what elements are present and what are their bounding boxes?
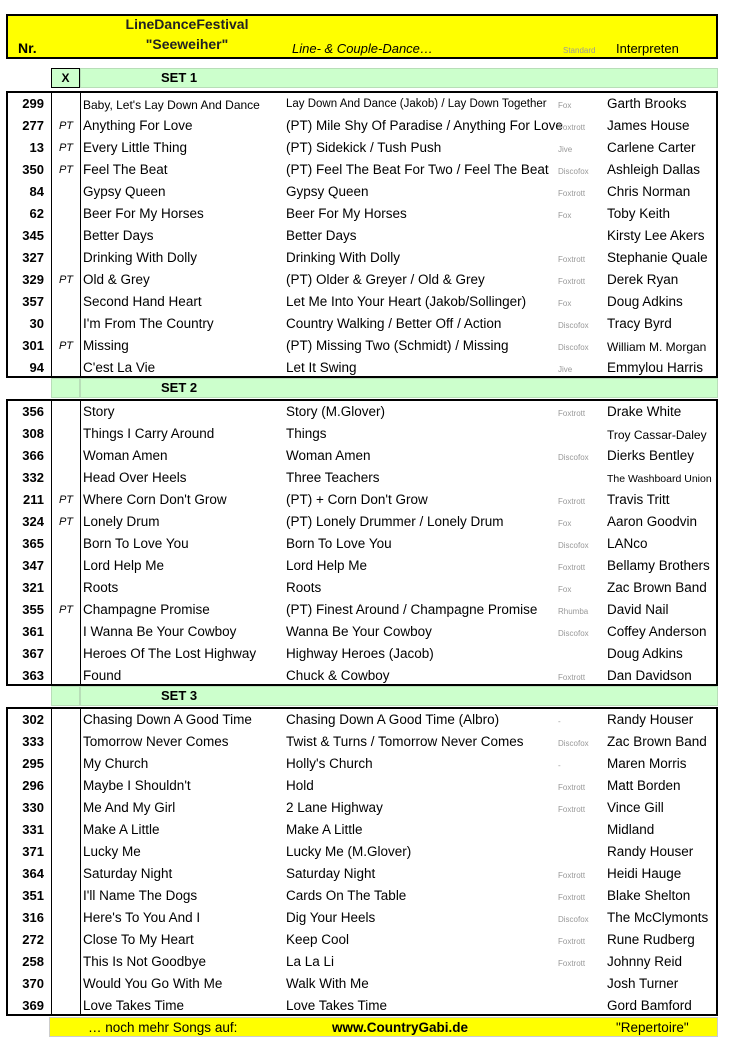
song-row: [8, 159, 716, 181]
dance-name: Keep Cool: [286, 932, 350, 947]
song-number: 316: [22, 910, 44, 925]
dance-name: Saturday Night: [286, 866, 376, 881]
song-title: Me And My Girl: [83, 800, 176, 815]
artist-name: Randy Houser: [607, 844, 694, 859]
dance-style: Foxtrott: [558, 673, 586, 682]
song-number: 296: [22, 778, 44, 793]
song-row: [8, 621, 716, 643]
song-row: [8, 753, 716, 775]
dance-name: Chuck & Cowboy: [286, 668, 390, 683]
song-row: [8, 885, 716, 907]
dance-name: Beer For My Horses: [286, 206, 407, 221]
song-row: [8, 863, 716, 885]
song-title: Baby, Let's Lay Down And Dance: [83, 98, 260, 112]
dance-name: Dig Your Heels: [286, 910, 376, 925]
artist-name: David Nail: [607, 602, 669, 617]
artist-name: The McClymonts: [607, 910, 709, 925]
song-title: Woman Amen: [83, 448, 168, 463]
set-3-header: [6, 686, 718, 706]
song-title: Saturday Night: [83, 866, 173, 881]
dance-name: (PT) Older & Greyer / Old & Grey: [286, 272, 485, 287]
song-number: 329: [22, 272, 44, 287]
song-row: [8, 709, 716, 731]
song-title: Here's To You And I: [83, 910, 201, 925]
artist-name: Dierks Bentley: [607, 448, 695, 463]
artist-name: Josh Turner: [607, 976, 679, 991]
footer-website-link[interactable]: www.CountryGabi.de: [332, 1020, 469, 1035]
dance-name: Born To Love You: [286, 536, 392, 551]
artist-name: Emmylou Harris: [607, 360, 704, 375]
song-number: 347: [22, 558, 44, 573]
dance-style: Foxtrott: [558, 409, 586, 418]
song-number: 364: [22, 866, 44, 881]
artist-name: Bellamy Brothers: [607, 558, 710, 573]
partner-dance-marker: PT: [58, 274, 74, 286]
artist-name: Zac Brown Band: [607, 734, 707, 749]
song-row: [8, 93, 716, 115]
song-row: [8, 951, 716, 973]
song-title: Maybe I Shouldn't: [83, 778, 191, 793]
song-row: [8, 555, 716, 577]
song-number: 13: [29, 140, 44, 155]
dance-style: Discofox: [558, 343, 589, 352]
song-title: Found: [83, 668, 122, 683]
dance-style: -: [558, 717, 561, 726]
dance-style: Foxtrott: [558, 123, 586, 132]
song-title: Missing: [83, 338, 129, 353]
song-number: 345: [22, 228, 44, 243]
dance-style: Discofox: [558, 739, 589, 748]
dance-name: (PT) Feel The Beat For Two / Feel The Beat: [286, 162, 549, 177]
song-title: Born To Love You: [83, 536, 189, 551]
dance-name: Hold: [286, 778, 314, 793]
song-number: 369: [22, 998, 44, 1013]
dance-name: Wanna Be Your Cowboy: [286, 624, 432, 639]
song-number: 258: [22, 954, 44, 969]
song-title: Lord Help Me: [83, 558, 165, 573]
artist-name: Zac Brown Band: [607, 580, 707, 595]
song-number: 367: [22, 646, 44, 661]
song-number: 350: [22, 162, 44, 177]
festival-subtitle: "Seeweiher": [145, 36, 229, 52]
artist-name: Troy Cassar-Daley: [607, 428, 707, 442]
song-row: [8, 291, 716, 313]
song-row: [8, 335, 716, 357]
artist-name: Blake Shelton: [607, 888, 691, 903]
artist-name: Derek Ryan: [607, 272, 679, 287]
dance-style: Discofox: [558, 453, 589, 462]
dance-name: Three Teachers: [286, 470, 380, 485]
song-number: 371: [22, 844, 44, 859]
artist-name: Tracy Byrd: [607, 316, 672, 331]
artist-name: Doug Adkins: [607, 294, 683, 309]
standard-column-header: Standard: [563, 46, 596, 55]
song-row: [8, 247, 716, 269]
dance-style: Foxtrott: [558, 255, 586, 264]
dance-style: Fox: [558, 299, 572, 308]
song-title: Champagne Promise: [83, 602, 210, 617]
song-row: [8, 775, 716, 797]
dance-name: Love Takes Time: [286, 998, 388, 1013]
dance-style: Discofox: [558, 167, 589, 176]
artist-name: Toby Keith: [607, 206, 671, 221]
dance-style: Foxtrott: [558, 893, 586, 902]
song-row: [8, 467, 716, 489]
song-title: Head Over Heels: [83, 470, 187, 485]
song-number: 30: [29, 316, 44, 331]
song-title: Better Days: [83, 228, 154, 243]
song-row: [8, 181, 716, 203]
set-2-table: [6, 399, 718, 686]
song-number: 321: [22, 580, 44, 595]
song-row: [8, 357, 716, 379]
artist-name: LANco: [607, 536, 648, 551]
dance-name: Let It Swing: [286, 360, 357, 375]
artist-name: Drake White: [607, 404, 682, 419]
partner-dance-marker: PT: [58, 142, 74, 154]
partner-dance-marker: PT: [58, 340, 74, 352]
partner-dance-marker: PT: [58, 494, 74, 506]
footer-banner: [49, 1017, 718, 1037]
song-row: [8, 401, 716, 423]
dance-style: Jive: [558, 145, 573, 154]
artist-name: Randy Houser: [607, 712, 694, 727]
song-row: [8, 313, 716, 335]
dance-name: Story (M.Glover): [286, 404, 386, 419]
song-row: [8, 841, 716, 863]
artist-name: James House: [607, 118, 690, 133]
song-title: Gypsy Queen: [83, 184, 166, 199]
song-title: Beer For My Horses: [83, 206, 204, 221]
song-title: Second Hand Heart: [83, 294, 202, 309]
song-number: 308: [22, 426, 44, 441]
song-title: Love Takes Time: [83, 998, 185, 1013]
song-number: 357: [22, 294, 44, 309]
song-number: 211: [23, 492, 44, 507]
dance-style: Foxtrott: [558, 563, 586, 572]
song-title: Old & Grey: [83, 272, 150, 287]
dance-name: Highway Heroes (Jacob): [286, 646, 434, 661]
dance-name: Holly's Church: [286, 756, 373, 771]
song-title: I'll Name The Dogs: [83, 888, 198, 903]
song-row: [8, 423, 716, 445]
song-number: 327: [22, 250, 44, 265]
dance-style: -: [558, 761, 561, 770]
song-title: Lucky Me: [83, 844, 141, 859]
song-number: 299: [22, 96, 44, 111]
dance-name: Twist & Turns / Tomorrow Never Comes: [286, 734, 524, 749]
dance-name: Let Me Into Your Heart (Jakob/Sollinger): [286, 294, 527, 309]
dance-style: Foxtrott: [558, 805, 586, 814]
partner-dance-marker: PT: [58, 164, 74, 176]
dance-style: Foxtrott: [558, 871, 586, 880]
dance-name: Lucky Me (M.Glover): [286, 844, 412, 859]
footer-repertoire-text: "Repertoire": [616, 1020, 689, 1035]
dance-style: Foxtrott: [558, 783, 586, 792]
dance-style: Foxtrott: [558, 497, 586, 506]
song-title: Close To My Heart: [83, 932, 194, 947]
nr-column-header: Nr.: [18, 40, 37, 56]
dance-style: Fox: [558, 101, 572, 110]
artist-name: Maren Morris: [607, 756, 687, 771]
x-column-spacer: [51, 686, 80, 706]
set-1-table: [6, 91, 718, 378]
artist-name: Garth Brooks: [607, 96, 687, 111]
song-number: 332: [22, 470, 44, 485]
song-row: [8, 731, 716, 753]
artist-name: Carlene Carter: [607, 140, 696, 155]
dance-style: Discofox: [558, 629, 589, 638]
partner-dance-marker: PT: [58, 604, 74, 616]
dance-name: (PT) Lonely Drummer / Lonely Drum: [286, 514, 504, 529]
song-number: 330: [22, 800, 44, 815]
dance-name: Gypsy Queen: [286, 184, 369, 199]
song-title: Make A Little: [83, 822, 160, 837]
artist-name: Coffey Anderson: [607, 624, 707, 639]
song-row: [8, 225, 716, 247]
dance-name: (PT) Sidekick / Tush Push: [286, 140, 442, 155]
artist-name: The Washboard Union: [607, 473, 712, 485]
artist-name: Travis Tritt: [607, 492, 670, 507]
song-row: [8, 489, 716, 511]
artist-name: Rune Rudberg: [607, 932, 695, 947]
dance-style: Foxtrott: [558, 937, 586, 946]
song-row: [8, 269, 716, 291]
song-number: 295: [22, 756, 44, 771]
song-title: Every Little Thing: [83, 140, 188, 155]
song-row: [8, 599, 716, 621]
song-title: Story: [83, 404, 115, 419]
interpreten-column-header: Interpreten: [616, 41, 679, 56]
song-row: [8, 665, 716, 687]
artist-name: Aaron Goodvin: [607, 514, 698, 529]
set-3-label: SET 3: [161, 688, 198, 703]
song-number: 361: [22, 624, 44, 639]
song-row: [8, 137, 716, 159]
song-title: C'est La Vie: [83, 360, 156, 375]
dance-name: 2 Lane Highway: [286, 800, 383, 815]
song-title: Chasing Down A Good Time: [83, 712, 252, 727]
dance-style: Fox: [558, 519, 572, 528]
song-row: [8, 533, 716, 555]
song-row: [8, 819, 716, 841]
song-row: [8, 203, 716, 225]
song-number: 94: [29, 360, 44, 375]
dance-name: Cards On The Table: [286, 888, 407, 903]
song-number: 365: [22, 536, 44, 551]
artist-name: Doug Adkins: [607, 646, 683, 661]
set-1-header: [6, 68, 718, 88]
song-number: 277: [22, 118, 44, 133]
song-number: 302: [22, 712, 44, 727]
song-row: [8, 511, 716, 533]
dance-name: Drinking With Dolly: [286, 250, 401, 265]
song-number: 331: [22, 822, 44, 837]
song-row: [8, 995, 716, 1017]
artist-name: Midland: [607, 822, 655, 837]
set-2-label: SET 2: [161, 380, 198, 395]
x-column-header: X: [51, 68, 80, 88]
dance-style: Foxtrott: [558, 959, 586, 968]
song-title: My Church: [83, 756, 149, 771]
song-title: Would You Go With Me: [83, 976, 223, 991]
song-row: [8, 577, 716, 599]
song-title: This Is Not Goodbye: [83, 954, 207, 969]
song-number: 301: [22, 338, 44, 353]
artist-name: Stephanie Quale: [607, 250, 708, 265]
song-number: 363: [22, 668, 44, 683]
song-title: Tomorrow Never Comes: [83, 734, 229, 749]
set-1-label: SET 1: [161, 70, 198, 85]
dance-name: Chasing Down A Good Time (Albro): [286, 712, 500, 727]
song-number: 62: [29, 206, 44, 221]
artist-name: Gord Bamford: [607, 998, 692, 1013]
song-title: Things I Carry Around: [83, 426, 215, 441]
song-number: 84: [29, 184, 44, 199]
x-column-spacer: [51, 378, 80, 398]
song-number: 272: [22, 932, 44, 947]
song-number: 370: [22, 976, 44, 991]
song-title: Heroes Of The Lost Highway: [83, 646, 257, 661]
partner-dance-marker: PT: [58, 120, 74, 132]
artist-name: Johnny Reid: [607, 954, 683, 969]
song-title: Lonely Drum: [83, 514, 160, 529]
dance-name: (PT) Missing Two (Schmidt) / Missing: [286, 338, 509, 353]
song-title: Drinking With Dolly: [83, 250, 198, 265]
dance-style: Foxtrott: [558, 189, 586, 198]
header-banner: [6, 14, 718, 59]
dance-name: Roots: [286, 580, 322, 595]
dance-style: Fox: [558, 585, 572, 594]
dance-style: Foxtrott: [558, 277, 586, 286]
artist-name: Ashleigh Dallas: [607, 162, 701, 177]
set-3-table: [6, 707, 718, 1016]
dance-style: Rhumba: [558, 607, 589, 616]
song-row: [8, 973, 716, 995]
song-row: [8, 929, 716, 951]
dance-name: Better Days: [286, 228, 357, 243]
dance-name: Walk With Me: [286, 976, 369, 991]
song-row: [8, 643, 716, 665]
artist-name: Heidi Hauge: [607, 866, 682, 881]
song-number: 355: [22, 602, 44, 617]
song-row: [8, 797, 716, 819]
song-number: 366: [22, 448, 44, 463]
dance-name: (PT) Mile Shy Of Paradise / Anything For Love: [286, 118, 563, 133]
song-number: 356: [22, 404, 44, 419]
dance-style: Jive: [558, 365, 573, 374]
set-2-header: [6, 378, 718, 398]
dance-style: Fox: [558, 211, 572, 220]
song-title: I Wanna Be Your Cowboy: [83, 624, 237, 639]
dance-name: La La Li: [286, 954, 335, 969]
footer-more-songs-text: … noch mehr Songs auf:: [88, 1020, 238, 1035]
artist-name: Chris Norman: [607, 184, 691, 199]
dance-name: Woman Amen: [286, 448, 371, 463]
dance-name: Country Walking / Better Off / Action: [286, 316, 502, 331]
artist-name: Vince Gill: [607, 800, 664, 815]
song-title: I'm From The Country: [83, 316, 214, 331]
song-number: 324: [22, 514, 44, 529]
dance-name: (PT) + Corn Don't Grow: [286, 492, 428, 507]
dance-style: Discofox: [558, 321, 589, 330]
dance-name: Things: [286, 426, 327, 441]
song-title: Feel The Beat: [83, 162, 168, 177]
partner-dance-marker: PT: [58, 516, 74, 528]
dance-name: Lay Down And Dance (Jakob) / Lay Down Together: [286, 98, 547, 110]
dance-name: (PT) Finest Around / Champagne Promise: [286, 602, 538, 617]
dance-style: Discofox: [558, 915, 589, 924]
artist-name: Matt Borden: [607, 778, 681, 793]
song-title: Where Corn Don't Grow: [83, 492, 227, 507]
artist-name: William M. Morgan: [607, 340, 707, 354]
song-title: Roots: [83, 580, 119, 595]
song-title: Anything For Love: [83, 118, 193, 133]
festival-title: LineDanceFestival: [125, 16, 249, 32]
artist-name: Kirsty Lee Akers: [607, 228, 705, 243]
song-number: 333: [22, 734, 44, 749]
dance-type-header: Line- & Couple-Dance…: [292, 41, 433, 56]
dance-name: Make A Little: [286, 822, 363, 837]
song-row: [8, 445, 716, 467]
dance-style: Discofox: [558, 541, 589, 550]
dance-name: Lord Help Me: [286, 558, 368, 573]
song-row: [8, 115, 716, 137]
artist-name: Dan Davidson: [607, 668, 692, 683]
song-row: [8, 907, 716, 929]
song-number: 351: [22, 888, 44, 903]
